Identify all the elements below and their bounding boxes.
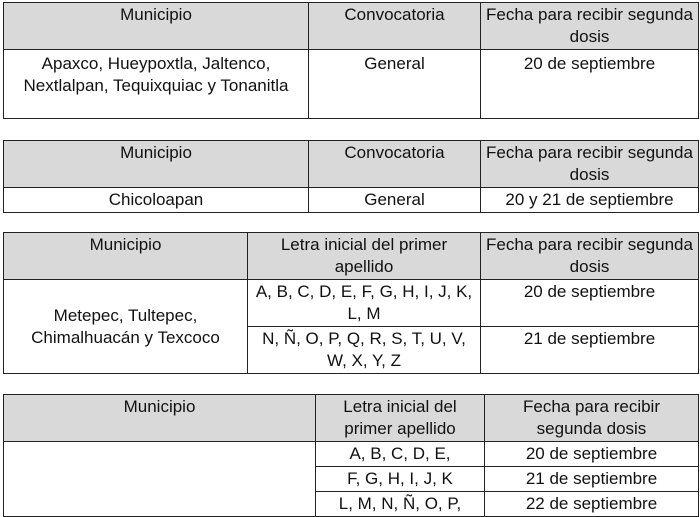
- vaccine-schedule-table-1: [3, 2, 699, 119]
- cell-fecha: 20 de septiembre: [481, 280, 699, 327]
- cell-fecha: 21 de septiembre: [481, 327, 699, 374]
- vaccine-schedule-table-2: [3, 140, 699, 213]
- table-header-row: [4, 395, 699, 442]
- cell-municipio: [4, 442, 316, 517]
- header-municipio: Municipio: [4, 233, 248, 280]
- cell-fecha: 20 de septiembre: [485, 442, 699, 467]
- header-letra: Letra inicial del primer apellido: [248, 233, 481, 280]
- cell-municipio: Apaxco, Hueypoxtla, Jaltenco, Nextlalpan, Tequixquiac y Tonanitla: [4, 50, 309, 119]
- header-fecha: Fecha para recibir segunda dosis: [481, 233, 699, 280]
- cell-fecha: 21 de septiembre: [485, 467, 699, 492]
- table-row: [4, 280, 699, 327]
- table-row: [4, 442, 699, 467]
- header-municipio: Municipio: [4, 141, 309, 188]
- header-letra: Letra inicial del primer apellido: [316, 395, 485, 442]
- header-fecha: Fecha para recibir segunda dosis: [485, 395, 699, 442]
- header-fecha: Fecha para recibir segunda dosis: [481, 3, 699, 50]
- table-header-row: [4, 3, 699, 50]
- cell-letras: A, B, C, D, E,: [316, 442, 485, 467]
- header-fecha: Fecha para recibir segunda dosis: [481, 141, 699, 188]
- cell-municipio: Metepec, Tultepec, Chimalhuacán y Texcoco: [4, 280, 248, 374]
- header-municipio: Municipio: [4, 3, 309, 50]
- cell-convocatoria: General: [309, 188, 481, 213]
- header-convocatoria: Convocatoria: [309, 3, 481, 50]
- cell-fecha: 22 de septiembre: [485, 492, 699, 517]
- cell-letras: A, B, C, D, E, F, G, H, I, J, K, L, M: [248, 280, 481, 327]
- cell-fecha: 20 de septiembre: [481, 50, 699, 119]
- cell-letras: N, Ñ, O, P, Q, R, S, T, U, V, W, X, Y, Z: [248, 327, 481, 374]
- vaccine-schedule-table-4: [3, 394, 699, 517]
- table-row: [4, 188, 699, 213]
- cell-convocatoria: General: [309, 50, 481, 119]
- header-municipio: Municipio: [4, 395, 316, 442]
- cell-fecha: 20 y 21 de septiembre: [481, 188, 699, 213]
- table-header-row: [4, 233, 699, 280]
- header-convocatoria: Convocatoria: [309, 141, 481, 188]
- cell-municipio: Chicoloapan: [4, 188, 309, 213]
- vaccine-schedule-table-3: [3, 232, 699, 374]
- table-row: [4, 50, 699, 119]
- table-header-row: [4, 141, 699, 188]
- cell-letras: F, G, H, I, J, K: [316, 467, 485, 492]
- cell-letras: L, M, N, Ñ, O, P,: [316, 492, 485, 517]
